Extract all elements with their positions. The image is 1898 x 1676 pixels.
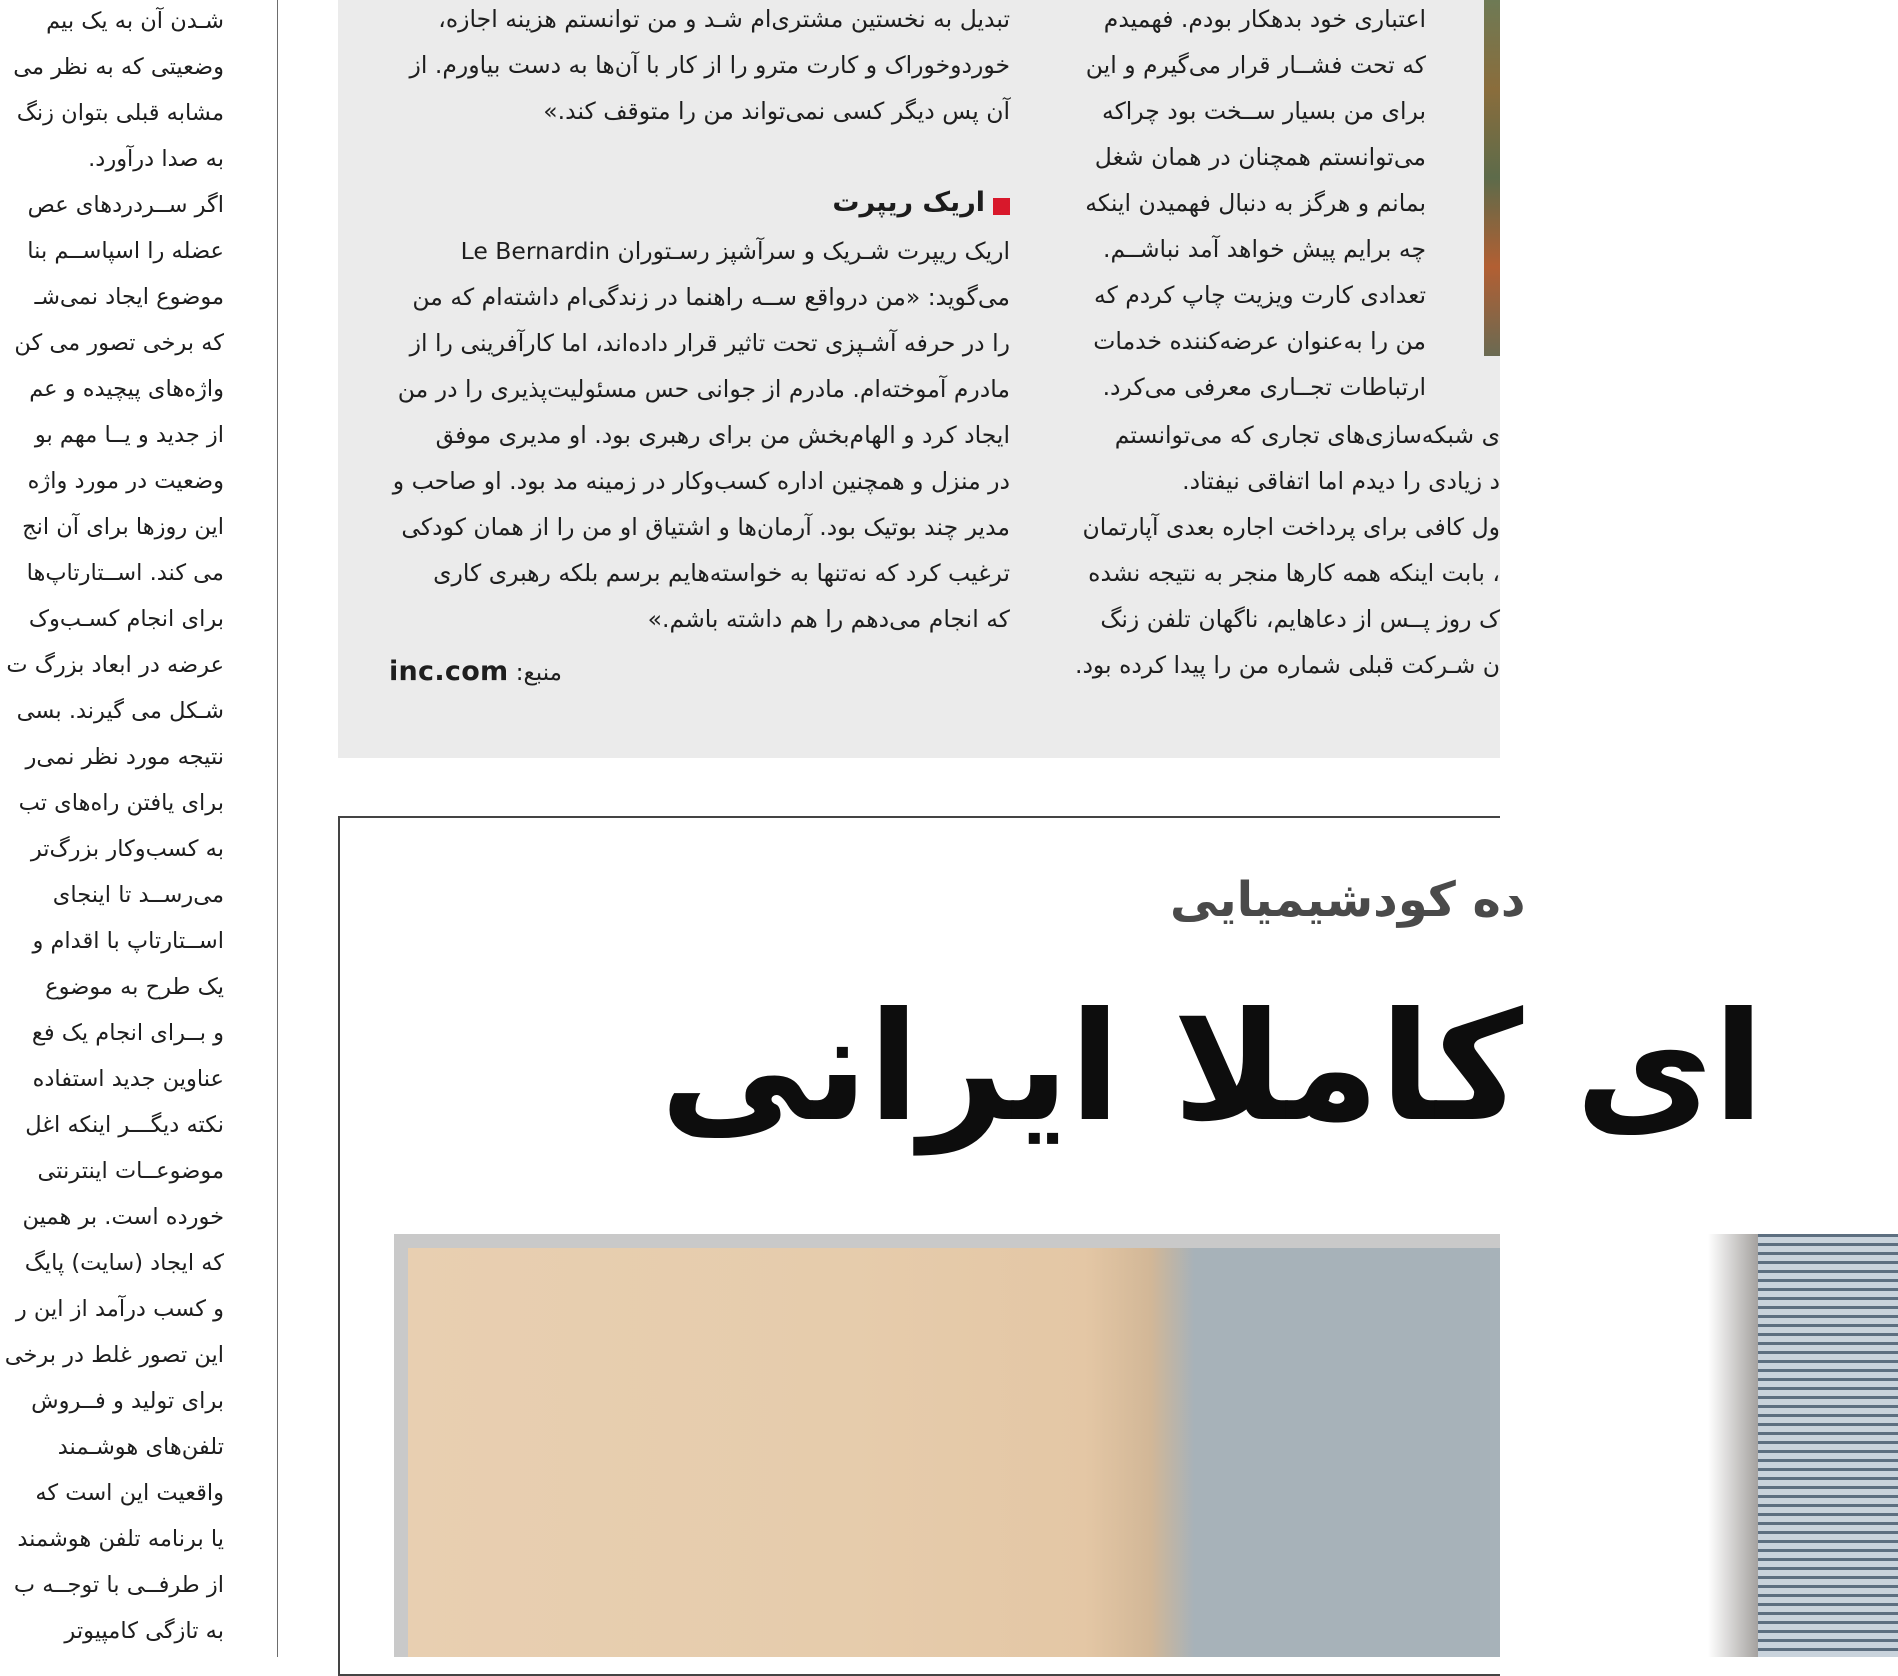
- text-line: ، بابت اینکه همه کارها منجر به نتیجه نشده: [1088, 559, 1500, 587]
- text-line: را در حرفه آشـپزی تحت تاثیر قرار داده‌اند، اما کارآفرینی را از: [409, 329, 1010, 357]
- text-line: اعتباری خود بدهکار بودم. فهمیدم: [1103, 5, 1426, 33]
- text-line: ول کافی برای پرداخت اجاره بعدی آپارتمان: [1082, 513, 1500, 541]
- text-line: یک طرح به موضوع: [45, 974, 224, 1000]
- text-line: ترغیب کرد که نه‌تنها به خواسته‌هایم برسم بلکه رهبری کاری: [433, 559, 1010, 587]
- text-line: به تازگی کامپیوتر: [64, 1618, 224, 1644]
- source-credit: [389, 652, 562, 693]
- text-line: واژه‌های پیچیده و عم: [29, 376, 224, 402]
- text-line: خوردوخوراک و کارت مترو را از کار با آن‌ها به دست بیاورم. از: [409, 51, 1010, 79]
- text-line: من را به‌عنوان عرضه‌کننده خدمات: [1093, 327, 1426, 355]
- text-line: و کسب درآمد از این ر: [15, 1296, 224, 1322]
- source-site: inc.com: [388, 656, 509, 687]
- text-line: برای یافتن راه‌های تب: [18, 790, 224, 816]
- text-line: در منزل و همچنین اداره کسب‌و‌کار در زمینه مد بود. او صاحب و: [392, 467, 1010, 495]
- text-line: اســتارتاپ با اقدام و: [32, 928, 224, 954]
- text-line: که انجام می‌دهم را هم داشته باشم.»: [647, 605, 1010, 633]
- text-line: مشابه قبلی بتوان زنگ: [16, 100, 224, 126]
- text-line: ک روز پــس از دعاهایم، ناگهان تلفن زنگ: [1100, 605, 1500, 633]
- text-line: شـدن آن به یک بیم: [46, 8, 224, 34]
- text-line: چه برایم پیش خواهد آمد نباشــم.: [1102, 235, 1426, 263]
- text-line: وضعیتی که به نظر می: [13, 54, 224, 80]
- article-headline: ای کاملا ایرانی: [660, 981, 1765, 1155]
- text-line: شـکل می گیرند. بسی: [16, 698, 224, 724]
- cropped-photo: [1484, 0, 1500, 356]
- text-line: مدیر چند بوتیک بود. آرمان‌ها و اشتیاق او من را از همان کودکی: [401, 513, 1010, 541]
- column-divider: [277, 0, 278, 1657]
- text-line: به کسب‌وکار بزرگ‌تر: [30, 836, 224, 862]
- headline-container: [660, 968, 1765, 1178]
- text-line: و بــرای انجام یک فع: [31, 1020, 224, 1046]
- text-line: می کند. اســتارتاپ‌ها: [26, 560, 224, 586]
- photo-shadow: [1708, 1234, 1758, 1657]
- article-photo: [394, 1234, 1500, 1657]
- text-line: موضوعــات اینترنتی: [37, 1158, 224, 1184]
- text-line: وضعیت در مورد واژه: [27, 468, 224, 494]
- text-line: عرضه در ابعاد بزرگ ت: [6, 652, 224, 678]
- text-line: این تصور غلط در برخی: [4, 1342, 224, 1368]
- text-line: تعدادی کارت ویزیت چاپ کردم که: [1093, 281, 1426, 309]
- section-bullet-icon: [993, 198, 1010, 215]
- text-line: خورده است. بر همین: [22, 1204, 224, 1230]
- text-line: که ایجاد (سایت) پایگ: [24, 1250, 224, 1276]
- section-heading-ripert: اریک ریپرت: [832, 187, 985, 218]
- text-line: تبدیل به نخستین مشتری‌ام شـد و من توانستم هزینه اجازه،: [438, 5, 1010, 33]
- text-line: نکته دیگـــر اینکه اغل: [25, 1112, 224, 1138]
- text-line: این روزها برای آن انج: [22, 514, 224, 540]
- source-label: منبع:: [515, 660, 562, 686]
- window-blinds: [1758, 1234, 1898, 1657]
- text-line: برای تولید و فــروش: [31, 1388, 224, 1414]
- text-line: بمانم و هرگز به دنبال فهمیدن اینکه: [1085, 189, 1426, 217]
- grey-sidebar-box: [338, 0, 1500, 758]
- text-line: از جدید و یــا مهم بو: [34, 422, 224, 448]
- text-line: مادرم آموخته‌ام. مادرم از جوانی حس مسئولیت‌پذیری را در من: [397, 375, 1010, 403]
- left-article-column: [0, 0, 224, 1657]
- text-line: یا برنامه تلفن هوشمند: [17, 1526, 224, 1552]
- text-line: می‌رســد تا اینجای: [52, 882, 224, 908]
- photo-wall: [408, 1248, 1500, 1657]
- text-line: از طرفــی با توجــه ب: [13, 1572, 224, 1598]
- text-line: آن پس دیگر کسی نمی‌تواند من را متوقف کند.»: [543, 97, 1010, 125]
- text-line: برای انجام کسـب‌وک: [28, 606, 224, 632]
- text-line: موضوع ایجاد نمی‌شـ: [34, 284, 224, 310]
- text-line: می‌گوید: «من درواقع ســه راهنما در زندگی‌ام داشته‌ام که من: [412, 283, 1010, 311]
- text-line: واقعیت این است که: [35, 1480, 224, 1506]
- text-line: ایجاد کرد و الهام‌بخش من برای رهبری بود. او مدیری موفق: [435, 421, 1010, 449]
- text-line: می‌توانستم همچنان در همان شغل: [1094, 143, 1426, 171]
- text-line: ی شبکه‌سازی‌های تجاری که می‌توانستم: [1114, 421, 1500, 449]
- right-wide-column: [338, 0, 1500, 758]
- text-line: اریک ریپرت شـریک و سرآشپز رسـتوران Le Bernardin: [460, 237, 1010, 265]
- text-line: عناوین جدید استفاده: [32, 1066, 224, 1092]
- text-line: برای من بسیار ســخت بود چراکه: [1101, 97, 1426, 125]
- text-line: که تحت فشــار قرار می‌گیرم و این: [1085, 51, 1426, 79]
- text-line: عضله را اسپاســم بنا: [27, 238, 224, 264]
- text-line: اگر ســردردهای عص: [27, 192, 224, 218]
- text-line: نتیجه مورد نظر نمی‌ر: [25, 744, 224, 770]
- article-kicker: ده کودشیمیایی: [1170, 872, 1526, 928]
- text-line: به صدا درآورد.: [88, 146, 224, 172]
- text-line: که برخی تصور می کن: [14, 330, 224, 356]
- text-line: د زیادی را دیدم اما اتفاقی نیفتاد.: [1182, 467, 1500, 495]
- text-line: ن شـرکت قبلی شماره من را پیدا کرده بود.: [1074, 651, 1500, 679]
- text-line: تلفن‌های هوشـمند: [57, 1434, 224, 1460]
- text-line: ارتباطات تجــاری معرفی می‌کرد.: [1102, 373, 1426, 401]
